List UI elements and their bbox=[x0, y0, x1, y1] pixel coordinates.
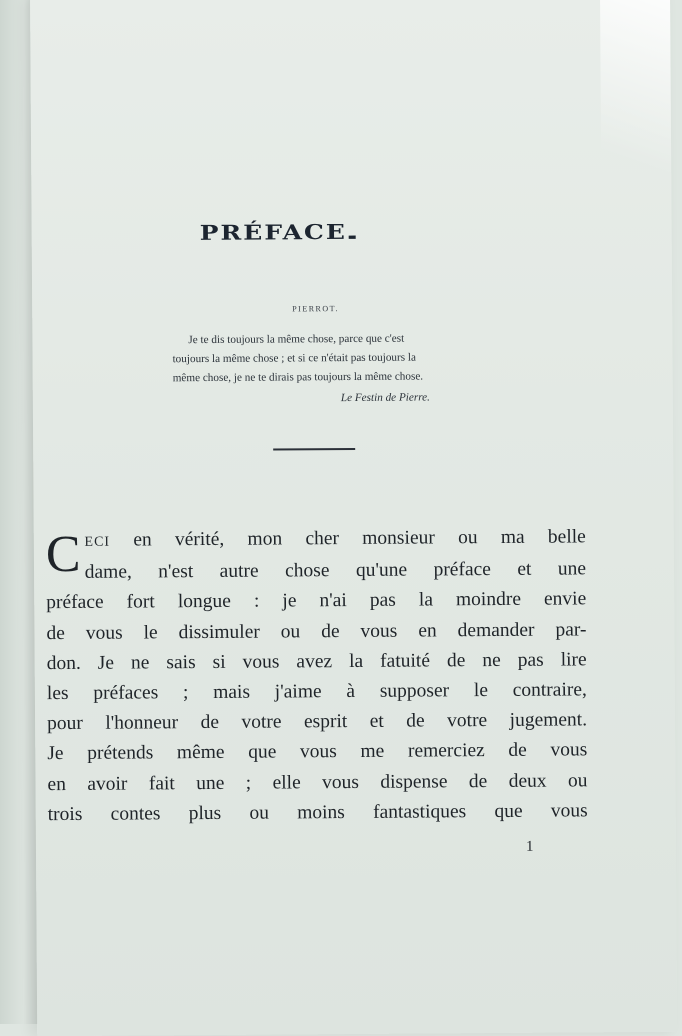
body-line: dame, n'est autre chose qu'une préface et une bbox=[84, 558, 587, 584]
section-divider bbox=[273, 448, 355, 451]
body-line: en avoir fait une ; elle vous dispense de deux ou bbox=[47, 769, 588, 795]
body-line: de vous le dissimuler ou de vous en demander par- bbox=[46, 618, 587, 644]
epigraph-line: Je te dis toujours la même chose, parce que c'est bbox=[188, 332, 405, 347]
body-line-rest: en vérité, mon cher monsieur ou ma belle bbox=[109, 526, 586, 551]
body-line: pour l'honneur de votre esprit et de votre jugement. bbox=[47, 709, 588, 735]
body-line: les préfaces ; mais j'aime à supposer le contraire, bbox=[46, 679, 587, 705]
epigraph-line: toujours la même chose ; et si ce n'était pas toujours la bbox=[172, 351, 417, 366]
epigraph-line: même chose, je ne te dirais pas toujours la même chose. bbox=[172, 370, 424, 385]
body-line bbox=[46, 522, 586, 558]
body-line: trois contes plus ou moins fantastiques que vous bbox=[47, 800, 588, 825]
body-paragraph bbox=[46, 522, 588, 830]
drop-cap: C bbox=[45, 525, 81, 584]
epigraph-quote bbox=[172, 329, 544, 389]
epigraph-source: Le Festin de Pierre. bbox=[340, 391, 430, 405]
page-number: 1 bbox=[525, 838, 534, 855]
body-line: préface fort longue : je n'ai pas la moindre envie bbox=[46, 588, 587, 614]
epigraph-speaker: PIERROT. bbox=[292, 304, 339, 314]
light-glare bbox=[600, 0, 672, 232]
title-text: PRÉFACE bbox=[199, 220, 348, 245]
book-page bbox=[30, 0, 677, 1036]
small-caps-word: ECI bbox=[84, 534, 111, 550]
body-line: don. Je ne sais si vous avez la fatuité de ne pas lire bbox=[46, 649, 587, 674]
page-title bbox=[200, 219, 430, 244]
body-line: Je prétends même que vous me remerciez de vous bbox=[47, 739, 588, 765]
title-period bbox=[349, 236, 356, 239]
